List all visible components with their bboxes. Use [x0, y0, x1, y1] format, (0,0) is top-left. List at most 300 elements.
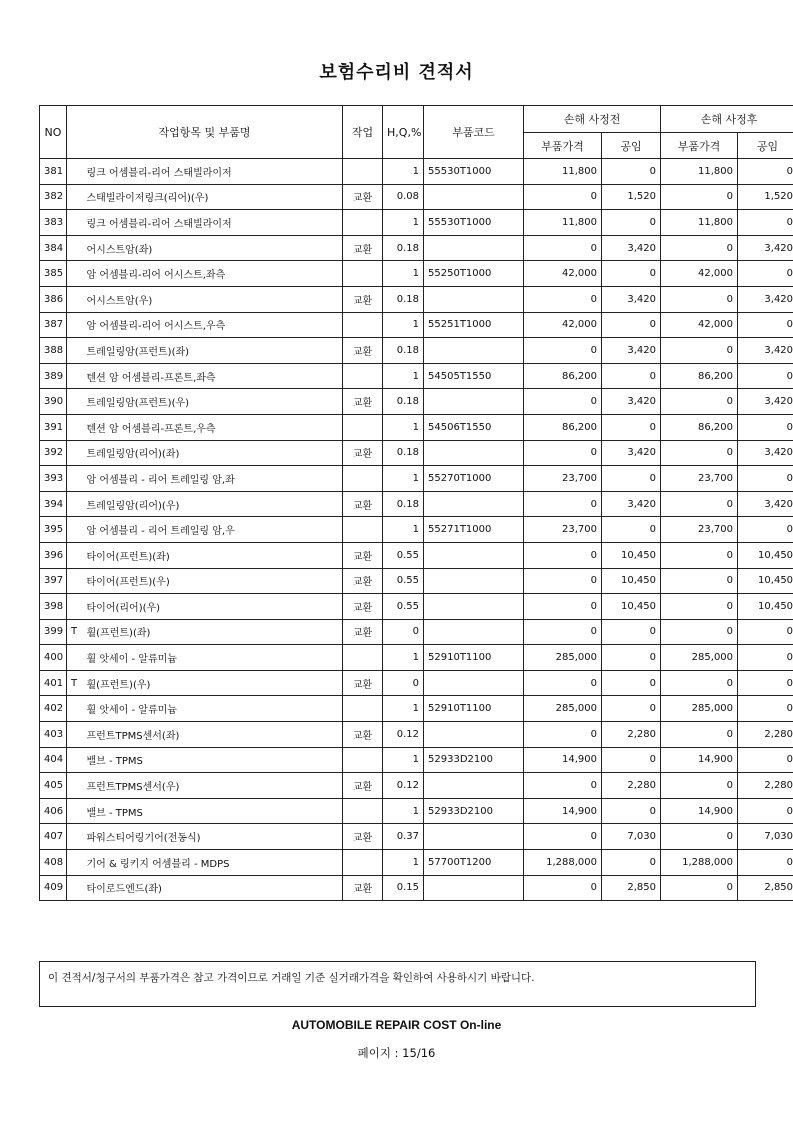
row-before-labor: 0	[602, 517, 661, 543]
row-hq: 1	[383, 312, 424, 338]
row-after-labor: 0	[738, 619, 793, 645]
row-flag	[67, 363, 83, 389]
row-hq: 1	[383, 517, 424, 543]
row-work	[343, 645, 383, 671]
row-hq: 0.08	[383, 184, 424, 210]
row-work: 교환	[343, 875, 383, 901]
row-part-code: 54505T1550	[424, 363, 524, 389]
row-before-labor: 2,280	[602, 722, 661, 748]
header-hq: H,Q,%	[383, 106, 424, 159]
table-row	[40, 159, 793, 185]
row-after-labor: 0	[738, 363, 793, 389]
row-before-part-price: 42,000	[524, 312, 602, 338]
row-after-part-price: 0	[661, 184, 738, 210]
header-part-code: 부품코드	[424, 106, 524, 159]
row-item-name: 휠 앗세이 - 알류미늄	[83, 696, 343, 722]
row-work	[343, 210, 383, 236]
row-after-part-price: 23,700	[661, 466, 738, 492]
row-no: 383	[40, 210, 67, 236]
row-work: 교환	[343, 619, 383, 645]
table-row	[40, 261, 793, 287]
row-before-labor: 1,520	[602, 184, 661, 210]
row-after-labor: 3,420	[738, 491, 793, 517]
row-no: 397	[40, 568, 67, 594]
row-flag	[67, 850, 83, 876]
row-work	[343, 261, 383, 287]
row-before-part-price: 0	[524, 491, 602, 517]
table-row	[40, 850, 793, 876]
row-before-part-price: 11,800	[524, 159, 602, 185]
row-hq: 0.18	[383, 491, 424, 517]
row-no: 385	[40, 261, 67, 287]
row-flag	[67, 210, 83, 236]
row-flag	[67, 466, 83, 492]
row-after-labor: 3,420	[738, 389, 793, 415]
row-flag	[67, 542, 83, 568]
row-flag	[67, 184, 83, 210]
row-item-name: 어시스트암(좌)	[83, 235, 343, 261]
row-after-part-price: 0	[661, 235, 738, 261]
row-part-code	[424, 184, 524, 210]
row-part-code: 52933D2100	[424, 747, 524, 773]
row-part-code: 55270T1000	[424, 466, 524, 492]
table-row	[40, 184, 793, 210]
row-item-name: 프런트TPMS센서(우)	[83, 773, 343, 799]
row-part-code	[424, 440, 524, 466]
row-after-part-price: 0	[661, 670, 738, 696]
row-part-code	[424, 542, 524, 568]
table-row	[40, 363, 793, 389]
table-row	[40, 338, 793, 364]
row-hq: 0.18	[383, 235, 424, 261]
row-flag	[67, 594, 83, 620]
row-after-part-price: 285,000	[661, 696, 738, 722]
row-no: 386	[40, 286, 67, 312]
row-flag	[67, 389, 83, 415]
row-flag	[67, 696, 83, 722]
row-before-labor: 10,450	[602, 568, 661, 594]
row-no: 388	[40, 338, 67, 364]
table-row	[40, 491, 793, 517]
table-row	[40, 773, 793, 799]
row-before-labor: 0	[602, 159, 661, 185]
row-part-code	[424, 491, 524, 517]
row-item-name: 트레일링암(리어)(좌)	[83, 440, 343, 466]
row-hq: 0.12	[383, 773, 424, 799]
row-no: 390	[40, 389, 67, 415]
row-work	[343, 850, 383, 876]
row-work	[343, 798, 383, 824]
row-item-name: 어시스트암(우)	[83, 286, 343, 312]
row-item-name: 텐션 암 어셈블리-프론트,우측	[83, 414, 343, 440]
row-after-part-price: 11,800	[661, 210, 738, 236]
row-no: 384	[40, 235, 67, 261]
row-no: 401	[40, 670, 67, 696]
header-after-adjustment: 손해 사정후	[661, 106, 793, 133]
row-item-name: 타이어(프런트)(좌)	[83, 542, 343, 568]
row-part-code: 55530T1000	[424, 159, 524, 185]
row-hq: 1	[383, 210, 424, 236]
table-row	[40, 722, 793, 748]
row-work: 교환	[343, 389, 383, 415]
row-part-code	[424, 568, 524, 594]
row-work	[343, 159, 383, 185]
row-before-part-price: 0	[524, 440, 602, 466]
row-before-part-price: 0	[524, 568, 602, 594]
row-before-labor: 3,420	[602, 440, 661, 466]
row-after-part-price: 0	[661, 722, 738, 748]
row-after-labor: 0	[738, 517, 793, 543]
row-item-name: 타이로드엔드(좌)	[83, 875, 343, 901]
row-flag	[67, 747, 83, 773]
row-before-labor: 10,450	[602, 594, 661, 620]
row-no: 392	[40, 440, 67, 466]
estimate-table	[39, 105, 793, 901]
row-hq: 0.55	[383, 542, 424, 568]
table-row	[40, 542, 793, 568]
row-hq: 0.18	[383, 389, 424, 415]
row-flag: T	[67, 619, 83, 645]
row-after-part-price: 86,200	[661, 363, 738, 389]
row-before-part-price: 0	[524, 594, 602, 620]
row-flag	[67, 414, 83, 440]
row-after-labor: 10,450	[738, 542, 793, 568]
row-hq: 0.18	[383, 286, 424, 312]
row-flag	[67, 159, 83, 185]
row-work: 교환	[343, 235, 383, 261]
footer-brand: AUTOMOBILE REPAIR COST On-line	[291, 1018, 502, 1032]
row-before-part-price: 86,200	[524, 414, 602, 440]
header-after-part-price: 부품가격	[661, 133, 738, 159]
row-no: 405	[40, 773, 67, 799]
row-after-labor: 0	[738, 850, 793, 876]
row-after-labor: 1,520	[738, 184, 793, 210]
row-hq: 0.55	[383, 594, 424, 620]
row-work: 교환	[343, 670, 383, 696]
row-flag	[67, 261, 83, 287]
row-no: 389	[40, 363, 67, 389]
row-before-part-price: 285,000	[524, 696, 602, 722]
header-no: NO	[40, 106, 67, 159]
row-work: 교환	[343, 338, 383, 364]
row-before-labor: 0	[602, 261, 661, 287]
row-part-code: 54506T1550	[424, 414, 524, 440]
row-after-part-price: 0	[661, 542, 738, 568]
row-no: 406	[40, 798, 67, 824]
row-work	[343, 696, 383, 722]
page-number: 페이지 : 15/16	[357, 1046, 436, 1060]
row-item-name: 휠(프런트)(우)	[83, 670, 343, 696]
row-after-labor: 3,420	[738, 440, 793, 466]
row-before-labor: 10,450	[602, 542, 661, 568]
table-row	[40, 568, 793, 594]
row-flag	[67, 722, 83, 748]
row-hq: 0	[383, 670, 424, 696]
row-after-part-price: 11,800	[661, 159, 738, 185]
row-after-part-price: 0	[661, 568, 738, 594]
price-notice: 이 견적서/청구서의 부품가격은 참고 가격이므로 거래일 기준 실거래가격을 확인하여 사용하시기 바랍니다.	[39, 961, 756, 1007]
row-flag	[67, 491, 83, 517]
row-hq: 1	[383, 261, 424, 287]
row-work	[343, 517, 383, 543]
row-before-labor: 0	[602, 619, 661, 645]
row-flag	[67, 286, 83, 312]
row-flag	[67, 338, 83, 364]
row-after-labor: 2,850	[738, 875, 793, 901]
estimate-rows	[40, 159, 793, 901]
row-before-part-price: 1,288,000	[524, 850, 602, 876]
row-flag	[67, 440, 83, 466]
row-after-labor: 0	[738, 466, 793, 492]
row-after-part-price: 1,288,000	[661, 850, 738, 876]
row-before-part-price: 14,900	[524, 747, 602, 773]
row-item-name: 휠(프런트)(좌)	[83, 619, 343, 645]
row-item-name: 파워스티어링기어(전동식)	[83, 824, 343, 850]
table-row	[40, 286, 793, 312]
row-item-name: 트레일링암(리어)(우)	[83, 491, 343, 517]
row-before-part-price: 0	[524, 824, 602, 850]
header-item: 작업항목 및 부품명	[67, 106, 343, 159]
row-part-code	[424, 824, 524, 850]
header-after-labor: 공임	[738, 133, 793, 159]
row-flag	[67, 798, 83, 824]
row-flag	[67, 517, 83, 543]
row-work: 교환	[343, 568, 383, 594]
row-work: 교환	[343, 491, 383, 517]
row-before-labor: 3,420	[602, 389, 661, 415]
row-before-part-price: 0	[524, 773, 602, 799]
row-no: 402	[40, 696, 67, 722]
row-after-labor: 0	[738, 210, 793, 236]
row-after-labor: 3,420	[738, 235, 793, 261]
row-item-name: 휠 앗세이 - 알류미늄	[83, 645, 343, 671]
row-item-name: 링크 어셈블리-리어 스태빌라이저	[83, 159, 343, 185]
row-no: 393	[40, 466, 67, 492]
row-no: 382	[40, 184, 67, 210]
row-before-labor: 0	[602, 850, 661, 876]
row-before-part-price: 0	[524, 619, 602, 645]
row-after-labor: 0	[738, 696, 793, 722]
row-before-part-price: 23,700	[524, 517, 602, 543]
table-row	[40, 440, 793, 466]
row-after-labor: 2,280	[738, 722, 793, 748]
row-no: 391	[40, 414, 67, 440]
row-item-name: 밸브 - TPMS	[83, 798, 343, 824]
row-before-labor: 0	[602, 363, 661, 389]
row-before-labor: 0	[602, 414, 661, 440]
row-after-part-price: 0	[661, 619, 738, 645]
row-flag	[67, 875, 83, 901]
row-item-name: 타이어(프런트)(우)	[83, 568, 343, 594]
row-no: 399	[40, 619, 67, 645]
row-before-part-price: 0	[524, 722, 602, 748]
row-hq: 1	[383, 696, 424, 722]
row-part-code	[424, 235, 524, 261]
row-before-labor: 0	[602, 210, 661, 236]
row-after-labor: 0	[738, 414, 793, 440]
row-flag	[67, 568, 83, 594]
row-work: 교환	[343, 184, 383, 210]
table-row	[40, 619, 793, 645]
row-part-code: 55250T1000	[424, 261, 524, 287]
table-row	[40, 466, 793, 492]
row-item-name: 암 어셈블리-리어 어시스트,좌측	[83, 261, 343, 287]
row-before-labor: 0	[602, 466, 661, 492]
row-flag	[67, 645, 83, 671]
row-after-part-price: 0	[661, 440, 738, 466]
row-after-labor: 0	[738, 798, 793, 824]
row-after-part-price: 285,000	[661, 645, 738, 671]
row-hq: 0.55	[383, 568, 424, 594]
header-before-part-price: 부품가격	[524, 133, 602, 159]
row-after-part-price: 0	[661, 773, 738, 799]
row-hq: 1	[383, 466, 424, 492]
table-row	[40, 210, 793, 236]
row-hq: 0.15	[383, 875, 424, 901]
row-no: 408	[40, 850, 67, 876]
row-item-name: 프런트TPMS센서(좌)	[83, 722, 343, 748]
row-before-labor: 2,280	[602, 773, 661, 799]
row-work: 교환	[343, 824, 383, 850]
row-item-name: 트레일링암(프런트)(좌)	[83, 338, 343, 364]
row-no: 394	[40, 491, 67, 517]
row-no: 395	[40, 517, 67, 543]
table-row	[40, 312, 793, 338]
row-no: 403	[40, 722, 67, 748]
table-row	[40, 645, 793, 671]
table-row	[40, 235, 793, 261]
row-after-labor: 0	[738, 261, 793, 287]
row-before-labor: 0	[602, 696, 661, 722]
row-item-name: 타이어(리어)(우)	[83, 594, 343, 620]
row-part-code: 55530T1000	[424, 210, 524, 236]
row-before-part-price: 0	[524, 184, 602, 210]
row-item-name: 기어 & 링키지 어셈블리 - MDPS	[83, 850, 343, 876]
row-part-code	[424, 773, 524, 799]
table-row	[40, 696, 793, 722]
row-before-part-price: 0	[524, 235, 602, 261]
row-part-code: 55251T1000	[424, 312, 524, 338]
row-after-labor: 10,450	[738, 594, 793, 620]
row-part-code: 55271T1000	[424, 517, 524, 543]
row-before-labor: 3,420	[602, 235, 661, 261]
row-before-labor: 0	[602, 670, 661, 696]
row-part-code	[424, 338, 524, 364]
row-part-code	[424, 670, 524, 696]
table-row	[40, 824, 793, 850]
row-part-code: 52910T1100	[424, 645, 524, 671]
row-part-code	[424, 389, 524, 415]
row-before-part-price: 0	[524, 338, 602, 364]
row-after-labor: 7,030	[738, 824, 793, 850]
row-part-code	[424, 722, 524, 748]
table-row	[40, 414, 793, 440]
row-part-code	[424, 875, 524, 901]
row-after-part-price: 0	[661, 491, 738, 517]
row-work: 교환	[343, 542, 383, 568]
row-before-labor: 7,030	[602, 824, 661, 850]
row-work	[343, 414, 383, 440]
row-before-labor: 0	[602, 798, 661, 824]
row-item-name: 암 어셈블리 - 리어 트레일링 암,좌	[83, 466, 343, 492]
row-flag: T	[67, 670, 83, 696]
row-before-labor: 3,420	[602, 286, 661, 312]
row-no: 381	[40, 159, 67, 185]
row-part-code	[424, 286, 524, 312]
table-row	[40, 798, 793, 824]
row-flag	[67, 312, 83, 338]
row-before-labor: 0	[602, 312, 661, 338]
row-before-labor: 2,850	[602, 875, 661, 901]
row-work: 교환	[343, 594, 383, 620]
row-hq: 0	[383, 619, 424, 645]
row-before-part-price: 11,800	[524, 210, 602, 236]
row-part-code	[424, 594, 524, 620]
row-part-code	[424, 619, 524, 645]
row-item-name: 텐션 암 어셈블리-프론트,좌측	[83, 363, 343, 389]
row-after-labor: 10,450	[738, 568, 793, 594]
row-after-part-price: 42,000	[661, 261, 738, 287]
row-after-part-price: 0	[661, 286, 738, 312]
row-no: 396	[40, 542, 67, 568]
row-no: 404	[40, 747, 67, 773]
row-after-part-price: 86,200	[661, 414, 738, 440]
row-after-labor: 0	[738, 670, 793, 696]
row-no: 409	[40, 875, 67, 901]
row-part-code: 57700T1200	[424, 850, 524, 876]
row-after-part-price: 23,700	[661, 517, 738, 543]
row-after-part-price: 0	[661, 338, 738, 364]
table-row	[40, 670, 793, 696]
row-before-part-price: 0	[524, 542, 602, 568]
row-work	[343, 363, 383, 389]
row-before-labor: 0	[602, 747, 661, 773]
row-before-part-price: 0	[524, 389, 602, 415]
row-work: 교환	[343, 286, 383, 312]
row-after-labor: 0	[738, 159, 793, 185]
row-before-part-price: 0	[524, 670, 602, 696]
table-row	[40, 517, 793, 543]
row-item-name: 스태빌라이저링크(리어)(우)	[83, 184, 343, 210]
row-hq: 0.18	[383, 440, 424, 466]
row-work: 교환	[343, 440, 383, 466]
row-after-part-price: 0	[661, 824, 738, 850]
row-item-name: 링크 어셈블리-리어 스태빌라이저	[83, 210, 343, 236]
row-part-code: 52910T1100	[424, 696, 524, 722]
row-no: 387	[40, 312, 67, 338]
row-before-labor: 3,420	[602, 491, 661, 517]
header-before-adjustment: 손해 사정전	[524, 106, 661, 133]
row-hq: 1	[383, 414, 424, 440]
table-row	[40, 747, 793, 773]
row-hq: 1	[383, 363, 424, 389]
row-after-part-price: 14,900	[661, 747, 738, 773]
row-no: 400	[40, 645, 67, 671]
row-work: 교환	[343, 722, 383, 748]
row-work	[343, 466, 383, 492]
row-after-labor: 2,280	[738, 773, 793, 799]
row-work	[343, 312, 383, 338]
document-title: 보험수리비 견적서	[319, 62, 474, 83]
row-after-part-price: 0	[661, 875, 738, 901]
row-item-name: 트레일링암(프런트)(우)	[83, 389, 343, 415]
table-row	[40, 594, 793, 620]
row-after-part-price: 0	[661, 389, 738, 415]
row-hq: 0.18	[383, 338, 424, 364]
row-after-labor: 0	[738, 312, 793, 338]
row-hq: 1	[383, 645, 424, 671]
row-before-part-price: 0	[524, 286, 602, 312]
